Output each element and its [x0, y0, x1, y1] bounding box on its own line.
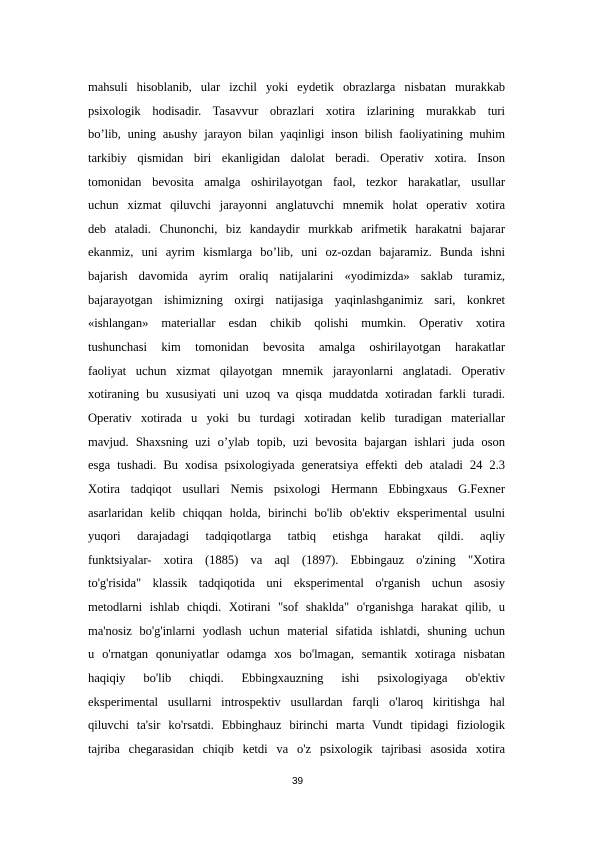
text-line: faoliyat uchun xizmat qilayotgan mnemik jarayonlarni anglatadi. Operativ	[88, 363, 505, 378]
text-line: bajarayotgan ishimizning oxirgi natijasiga yaqinlashganimiz sari, konkret	[88, 292, 505, 307]
page-number: 39	[291, 776, 304, 787]
text-line: tushunchasi kim tomonidan bevosita amalga oshirilayotgan harakatlar	[88, 340, 505, 355]
text-line: tarkibiy qismidan biri ekanligidan dalolat beradi. Operativ xotira. Inson	[88, 150, 505, 165]
text-line: ma'nosiz bo'g'inlarni yodlash uchun material sifatida ishlatdi, shuning uchun	[88, 623, 505, 638]
text-line: bajarish davomida ayrim oraliq natijalarini «yodimizda» saklab turamiz,	[88, 269, 505, 284]
text-line: uchun xizmat qiluvchi jarayonni anglatuvchi mnemik holat operativ xotira	[88, 198, 505, 213]
text-line: funktsiyalar- xotira (1885) va aql (1897). Ebbingauz o'zining "Xotira	[88, 552, 505, 567]
text-line: eksperimental usullarni introspektiv usullardan farqli o'laroq kiritishga hal	[88, 694, 505, 709]
text-line: tajriba chegarasidan chiqib ketdi va o'z psixologik tajribasi asosida xotira	[88, 741, 505, 756]
text-line: mahsuli hisoblanib, ular izchil yoki eydetik obrazlarga nisbatan murakkab	[88, 80, 505, 94]
text-line: «ishlangan» materiallar esdan chikib qolishi mumkin. Operativ xotira	[88, 316, 505, 331]
body-text	[88, 76, 505, 762]
text-line: xotiraning bu xususiyati uni uzoq va qisqa muddatda xotiradan farkli turadi.	[88, 387, 505, 402]
text-line: to'g'risida" klassik tadqiqotida uni eksperimental o'rganish uchun asosiy	[88, 576, 505, 591]
text-line: Operativ xotirada u yoki bu turdagi xotiradan kelib turadigan materiallar	[88, 410, 505, 425]
text-line: ekanmiz, uni ayrim kismlarga bo’lib, uni oz-ozdan bajaramiz. Bunda ishni	[88, 245, 505, 260]
text-line: asarlaridan kelib chiqqan holda, birinchi bo'lib ob'ektiv eksperimental usulni	[88, 505, 505, 520]
text-line: bo’lib, uning аьushy jarayon bilan yaqinligi inson bilish faoliyatining muhim	[88, 127, 505, 142]
text-line: tomonidan bevosita amalga oshirilayotgan faol, tezkor harakatlar, usullar	[88, 174, 505, 189]
text-line: esga tushadi. Bu xodisa psixologiyada generatsiya effekti deb ataladi 24 2.3	[88, 458, 505, 473]
text-line: Xotira tadqiqot usullari Nemis psixologi Hermann Ebbingxaus G.Fexner	[88, 481, 505, 496]
text-line: metodlarni ishlab chiqdi. Xotirani "sof shaklda" o'rganishga harakat qilib, u	[88, 600, 505, 615]
text-line: qiluvchi ta'sir ko'rsatdi. Ebbinghauz birinchi marta Vundt tipidagi fiziologik	[88, 718, 505, 733]
text-line: psixologik hodisadir. Tasavvur obrazlari xotira izlarining murakkab turi	[88, 103, 505, 118]
text-line: deb ataladi. Chunonchi, biz kandaydir murkkab arifmetik harakatni bajarar	[88, 221, 505, 236]
text-line: haqiqiy bo'lib chiqdi. Ebbingxauzning ishi psixologiyaga ob'ektiv	[88, 671, 505, 686]
text-line: u o'rnatgan qonuniyatlar odamga xos bo'lmagan, semantik xotiraga nisbatan	[88, 647, 505, 662]
text-line: mavjud. Shaxsning uzi o’ylab topib, uzi bevosita bajargan ishlari juda oson	[88, 434, 505, 449]
text-line: yuqori darajadagi tadqiqotlarga tatbiq etishga harakat qildi. aqliy	[88, 529, 505, 544]
